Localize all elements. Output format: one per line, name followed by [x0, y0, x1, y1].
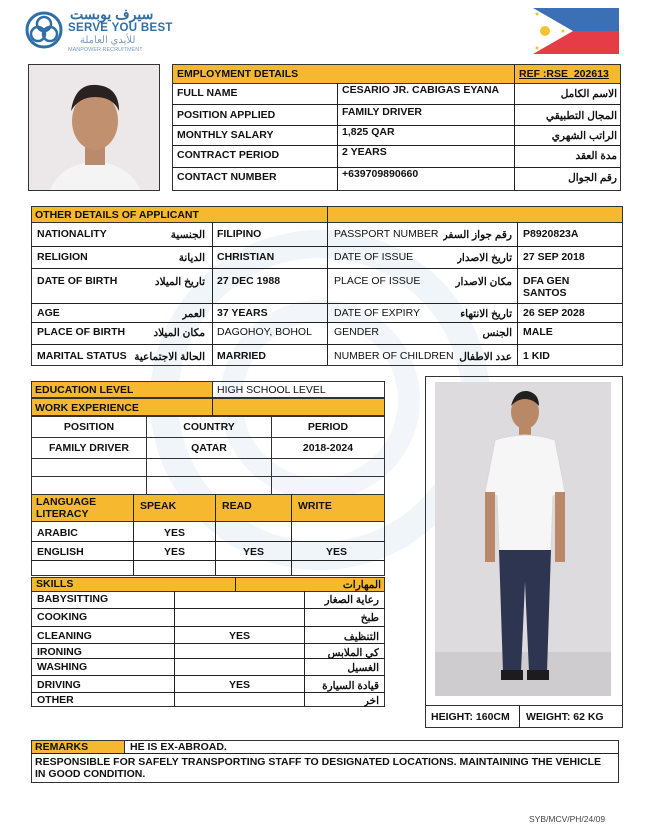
- employment-arabic-label: مدة العقد: [575, 150, 617, 162]
- education-level-label: EDUCATION LEVEL: [35, 384, 134, 396]
- remarks-label: REMARKS: [35, 741, 89, 753]
- skill-name: DRIVING: [37, 679, 81, 691]
- employment-value: 1,825 QAR: [342, 126, 395, 138]
- employment-label: CONTRACT PERIOD: [177, 149, 280, 161]
- language-arabic: ARABIC: [37, 527, 78, 539]
- skill-arabic: رعاية الصغار: [324, 594, 379, 606]
- language-literacy-title: LANGUAGE LITERACY: [36, 496, 97, 520]
- other-right-arabic: الجنس: [482, 327, 512, 339]
- other-left-value: 27 DEC 1988: [217, 275, 281, 287]
- height-value: HEIGHT: 160CM: [431, 711, 510, 723]
- employment-value: CESARIO JR. CABIGAS EYANA: [342, 84, 500, 96]
- other-left-arabic: مكان الميلاد: [153, 327, 205, 339]
- other-right-value: MALE: [523, 326, 553, 338]
- other-left-label: DATE OF BIRTH: [37, 275, 118, 287]
- other-right-value: DFA GEN SANTOS: [523, 275, 570, 299]
- footer-code: SYB/MCV/PH/24/09: [529, 814, 606, 824]
- other-details-title: OTHER DETAILS OF APPLICANT: [35, 209, 199, 221]
- other-right-arabic: عدد الاطفال: [459, 351, 512, 363]
- language-english-speak: YES: [164, 546, 186, 558]
- employment-label: FULL NAME: [177, 87, 238, 99]
- other-right-value: 1 KID: [523, 350, 550, 362]
- skill-arabic: كي الملابس: [327, 647, 379, 659]
- other-right-label: DATE OF EXPIRY: [334, 307, 420, 319]
- employment-arabic-label: الاسم الكامل: [560, 88, 617, 100]
- other-left-value: FILIPINO: [217, 228, 262, 240]
- skill-name: IRONING: [37, 646, 82, 658]
- work-col-country: COUNTRY: [147, 417, 272, 438]
- skills-title-arabic: المهارات: [342, 579, 381, 591]
- other-left-value: MARRIED: [217, 350, 266, 362]
- other-right-label: NUMBER OF CHILDREN: [334, 350, 454, 362]
- other-right-label: GENDER: [334, 326, 379, 338]
- employment-label: MONTHLY SALARY: [177, 129, 274, 141]
- skill-name: WASHING: [37, 661, 88, 673]
- brand-arabic-tagline: للأيدي العاملة: [80, 35, 136, 46]
- other-right-arabic: تاريخ الانتهاء: [460, 308, 512, 320]
- skill-arabic: طبخ: [360, 612, 379, 624]
- employment-label: POSITION APPLIED: [177, 109, 276, 121]
- other-right-label: PASSPORT NUMBER: [334, 228, 439, 240]
- other-right-label: DATE OF ISSUE: [334, 251, 414, 263]
- employment-value: 2 YEARS: [342, 146, 387, 158]
- other-right-value: P8920823A: [523, 228, 579, 240]
- other-right-value: 26 SEP 2028: [523, 307, 585, 319]
- employment-arabic-label: المجال التطبيقي: [545, 110, 617, 122]
- other-left-value: DAGOHOY, BOHOL: [217, 326, 312, 338]
- language-english-write: YES: [326, 546, 348, 558]
- language-col-write: WRITE: [298, 500, 332, 512]
- skill-arabic: قيادة السيارة: [322, 680, 379, 692]
- other-right-value: 27 SEP 2018: [523, 251, 585, 263]
- other-left-label: PLACE OF BIRTH: [37, 326, 126, 338]
- remarks-summary: HE IS EX-ABROAD.: [130, 741, 227, 753]
- other-left-arabic: الحالة الاجتماعية: [134, 351, 205, 363]
- brand-sub-tagline: MANPOWER RECRUITMENT: [68, 47, 143, 53]
- remarks-detail: RESPONSIBLE FOR SAFELY TRANSPORTING STAFF TO DESIGNATED LOCATIONS. MAINTAINING THE VEHICLE IN GOOD CONDITION.: [35, 756, 602, 780]
- other-left-arabic: العمر: [181, 308, 205, 320]
- skill-arabic: التنظيف: [343, 631, 379, 643]
- work-experience-title: WORK EXPERIENCE: [35, 402, 139, 414]
- employment-value: +639709890660: [342, 168, 419, 180]
- other-left-arabic: تاريخ الميلاد: [154, 276, 205, 288]
- skill-arabic: اخر: [363, 695, 379, 707]
- employment-label: CONTACT NUMBER: [177, 171, 277, 183]
- language-col-read: READ: [222, 500, 252, 512]
- other-left-arabic: الديانة: [178, 252, 205, 264]
- language-arabic-speak: YES: [164, 527, 186, 539]
- work-row-country: QATAR: [147, 438, 272, 459]
- skill-value: YES: [229, 679, 251, 691]
- language-english-read: YES: [243, 546, 265, 558]
- skill-name: BABYSITTING: [37, 593, 109, 605]
- employment-arabic-label: رقم الجوال: [568, 172, 617, 184]
- education-level-value: HIGH SCHOOL LEVEL: [217, 384, 326, 396]
- language-english: ENGLISH: [37, 546, 84, 558]
- work-experience-table: [31, 416, 385, 495]
- other-left-label: NATIONALITY: [37, 228, 107, 240]
- work-col-period: PERIOD: [272, 417, 385, 438]
- language-col-speak: SPEAK: [140, 500, 177, 512]
- weight-value: WEIGHT: 62 KG: [526, 711, 604, 723]
- skill-name: CLEANING: [37, 630, 92, 642]
- other-left-arabic: الجنسية: [170, 229, 205, 241]
- employment-value: FAMILY DRIVER: [342, 106, 422, 118]
- other-left-label: RELIGION: [37, 251, 88, 263]
- skills-header: [31, 577, 385, 592]
- skills-title: SKILLS: [36, 578, 74, 590]
- applicant-full-body-photo: [435, 382, 611, 696]
- skill-arabic: الغسيل: [347, 662, 379, 674]
- other-right-arabic: مكان الاصدار: [455, 276, 512, 288]
- other-left-value: CHRISTIAN: [217, 251, 275, 263]
- other-left-value: 37 YEARS: [217, 307, 268, 319]
- work-row-period: 2018-2024: [272, 438, 385, 459]
- brand-arabic-name: سيرف يوبست: [70, 6, 154, 22]
- other-right-label: PLACE OF ISSUE: [334, 275, 421, 287]
- other-right-arabic: رقم جواز السفر: [442, 229, 512, 241]
- skill-value: YES: [229, 630, 251, 642]
- work-row-position: FAMILY DRIVER: [32, 438, 147, 459]
- philippines-flag-icon: [533, 8, 619, 54]
- reference-number: REF :RSE_202613: [519, 68, 609, 80]
- brand-english-name: SERVE YOU BEST: [68, 22, 173, 34]
- other-left-label: AGE: [37, 307, 60, 319]
- employment-header-title: EMPLOYMENT DETAILS: [177, 68, 299, 80]
- employment-arabic-label: الراتب الشهري: [551, 130, 617, 142]
- company-logo: [24, 10, 64, 50]
- skill-name: OTHER: [37, 694, 74, 706]
- work-col-position: POSITION: [32, 417, 147, 438]
- applicant-portrait-photo: [28, 64, 160, 191]
- skill-name: COOKING: [37, 611, 88, 623]
- other-left-label: MARITAL STATUS: [37, 350, 127, 362]
- other-right-arabic: تاريخ الاصدار: [456, 252, 512, 264]
